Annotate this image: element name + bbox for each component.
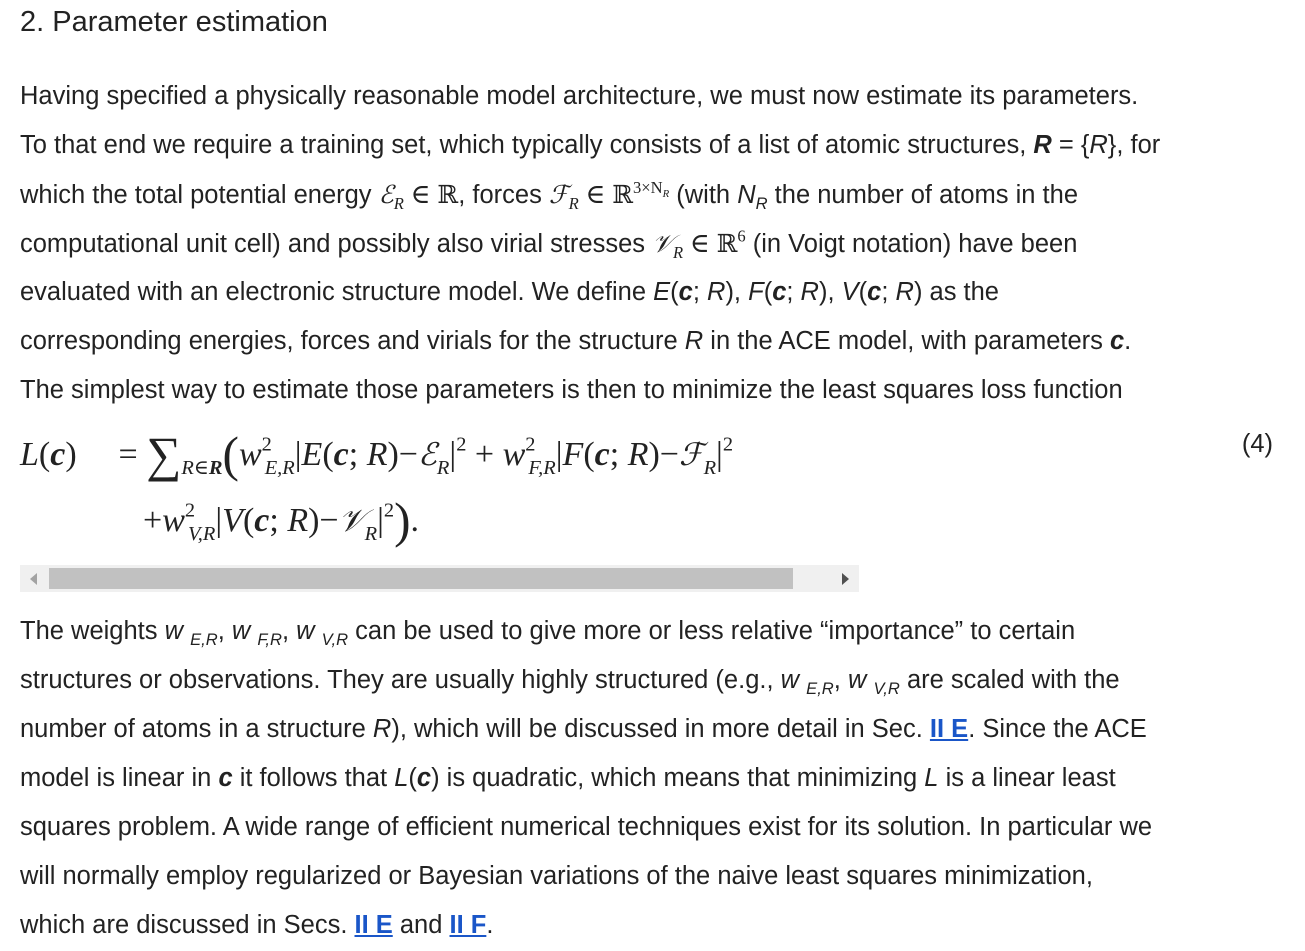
text-line: which the total potential energy ℰ$_R$ ∈ ℝ, forces ℱ$_R$ ∈ ℝ$^{3\times N_R}$ (with $N_R$ the number of atoms in the xyxy=(20,177,1079,213)
scroll-right-arrow-icon[interactable] xyxy=(832,565,859,592)
text-line: computational unit cell) and possibly also virial stresses 𝒱$_R$ ∈ ℝ$^6$ (in Voigt notation) have been xyxy=(20,226,1078,262)
section-heading: 2. Parameter estimation xyxy=(20,6,328,38)
equation-loss-function xyxy=(18,426,1283,560)
scroll-left-arrow-icon[interactable] xyxy=(20,565,47,592)
ref-link-IIE[interactable]: II E xyxy=(929,715,969,743)
scrollbar-thumb[interactable] xyxy=(49,568,793,589)
text-line: evaluated with an electronic structure model. We define E(c; R), F(c; R), V(c; R) as the xyxy=(20,278,999,306)
virial-symbol: 𝒱 xyxy=(652,229,673,258)
text-line: number of atoms in a structure R), which will be discussed in more detail in Sec. II E. Since the ACE xyxy=(20,715,1147,743)
paragraph-intro xyxy=(20,72,1282,415)
text-line: Having specified a physically reasonable model architecture, we must now estimate its parameters. xyxy=(20,82,1139,110)
text-line: The weights w $_{E,R}$, w $_{F,R}$, w $_{V,R}$ can be used to give more or less relative “importance” to certain xyxy=(20,617,1076,649)
ref-link-IIE-second[interactable]: II E xyxy=(354,911,393,939)
text-line: squares problem. A wide range of efficient numerical techniques exist for its solution. In particular we xyxy=(20,813,1153,841)
text-line: corresponding energies, forces and virials for the structure R in the ACE model, with parameters c. xyxy=(20,327,1132,355)
text-line: structures or observations. They are usually highly structured (e.g., w $_{E,R}$, w $_{V,R}$ are scaled with the xyxy=(20,666,1120,698)
text-line: The simplest way to estimate those parameters is then to minimize the least squares loss function xyxy=(20,376,1123,404)
equation-number: (4) xyxy=(1241,430,1273,458)
text-line: model is linear in c it follows that L(c) is quadratic, which means that minimizing L is a linear least xyxy=(20,764,1116,792)
ref-link-IIF[interactable]: II F xyxy=(449,911,487,939)
equation-row-1: $L(c) = \sum_{R\in R}(w^2_{E,R}|E(c$; $R)-ℰ_R|^2 + w^2_{F,R}|F(c$; $R)-ℱ_R|^2$ xyxy=(20,426,734,482)
text-line: To that end we require a training set, which typically consists of a list of atomic structures, R = {R}, for xyxy=(20,131,1161,159)
equation-horizontal-scrollbar[interactable] xyxy=(20,565,859,592)
text-line: which are discussed in Secs. II E and II F. xyxy=(20,911,494,939)
energy-symbol: ℰ xyxy=(378,180,394,209)
paragraph-weights xyxy=(20,607,1282,950)
text-line: will normally employ regularized or Bayesian variations of the naive least squares minimization, xyxy=(20,862,1093,890)
equation-row-2: $+w^2_{V,R}|V(c$; $R)-𝒱_R|^2$). xyxy=(143,492,420,548)
force-symbol: ℱ xyxy=(548,180,569,209)
